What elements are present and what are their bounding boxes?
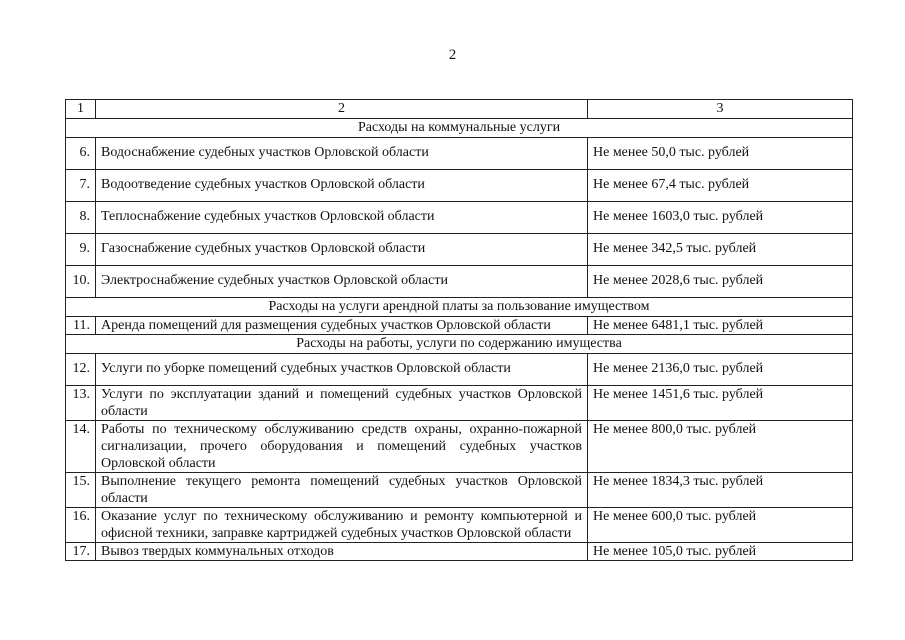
row-value: Не менее 105,0 тыс. рублей — [588, 543, 853, 561]
header-cell-1: 1 — [66, 100, 96, 119]
section-row — [66, 335, 853, 354]
row-number: 6. — [66, 138, 96, 170]
expenses-table — [65, 99, 853, 561]
row-number: 14. — [66, 421, 96, 473]
row-value: Не менее 342,5 тыс. рублей — [588, 234, 853, 266]
table-row — [66, 386, 853, 421]
row-name: Аренда помещений для размещения судебных участков Орловской области — [96, 317, 588, 335]
table-row — [66, 266, 853, 298]
row-name: Теплоснабжение судебных участков Орловской области — [96, 202, 588, 234]
page-number: 2 — [448, 47, 457, 63]
table-row — [66, 543, 853, 561]
table-header-row — [66, 100, 853, 119]
table-row — [66, 170, 853, 202]
table-row — [66, 354, 853, 386]
row-name: Водоотведение судебных участков Орловской области — [96, 170, 588, 202]
row-number: 7. — [66, 170, 96, 202]
section-row — [66, 119, 853, 138]
row-name: Электроснабжение судебных участков Орловской области — [96, 266, 588, 298]
section-title: Расходы на услуги арендной платы за пользование имуществом — [66, 298, 853, 317]
row-name: Газоснабжение судебных участков Орловской области — [96, 234, 588, 266]
row-value: Не менее 1834,3 тыс. рублей — [588, 473, 853, 508]
row-name: Услуги по эксплуатации зданий и помещений судебных участков Орловской области — [96, 386, 588, 421]
section-row — [66, 298, 853, 317]
row-number: 17. — [66, 543, 96, 561]
row-name: Услуги по уборке помещений судебных участков Орловской области — [96, 354, 588, 386]
row-number: 12. — [66, 354, 96, 386]
section-title: Расходы на работы, услуги по содержанию имущества — [66, 335, 853, 354]
table-row — [66, 473, 853, 508]
row-value: Не менее 67,4 тыс. рублей — [588, 170, 853, 202]
row-value: Не менее 600,0 тыс. рублей — [588, 508, 853, 543]
table-row — [66, 508, 853, 543]
row-number: 13. — [66, 386, 96, 421]
row-value: Не менее 2028,6 тыс. рублей — [588, 266, 853, 298]
table-row — [66, 421, 853, 473]
section-title: Расходы на коммунальные услуги — [66, 119, 853, 138]
row-value: Не менее 2136,0 тыс. рублей — [588, 354, 853, 386]
row-number: 10. — [66, 266, 96, 298]
row-value: Не менее 6481,1 тыс. рублей — [588, 317, 853, 335]
row-value: Не менее 1603,0 тыс. рублей — [588, 202, 853, 234]
row-name: Выполнение текущего ремонта помещений судебных участков Орловской области — [96, 473, 588, 508]
row-number: 8. — [66, 202, 96, 234]
row-number: 11. — [66, 317, 96, 335]
row-name: Работы по техническому обслуживанию средств охраны, охранно-пожарной сигнализации, прочего оборудования и помещений судебных участков Орловской области — [96, 421, 588, 473]
row-value: Не менее 1451,6 тыс. рублей — [588, 386, 853, 421]
row-number: 9. — [66, 234, 96, 266]
row-name: Вывоз твердых коммунальных отходов — [96, 543, 588, 561]
table-row — [66, 317, 853, 335]
table-row — [66, 202, 853, 234]
row-number: 16. — [66, 508, 96, 543]
header-cell-3: 3 — [588, 100, 853, 119]
row-number: 15. — [66, 473, 96, 508]
row-name: Водоснабжение судебных участков Орловской области — [96, 138, 588, 170]
row-value: Не менее 50,0 тыс. рублей — [588, 138, 853, 170]
table-row — [66, 234, 853, 266]
table-row — [66, 138, 853, 170]
row-value: Не менее 800,0 тыс. рублей — [588, 421, 853, 473]
row-name: Оказание услуг по техническому обслуживанию и ремонту компьютерной и офисной техники, заправке картриджей судебных участков Орловской области — [96, 508, 588, 543]
header-cell-2: 2 — [96, 100, 588, 119]
